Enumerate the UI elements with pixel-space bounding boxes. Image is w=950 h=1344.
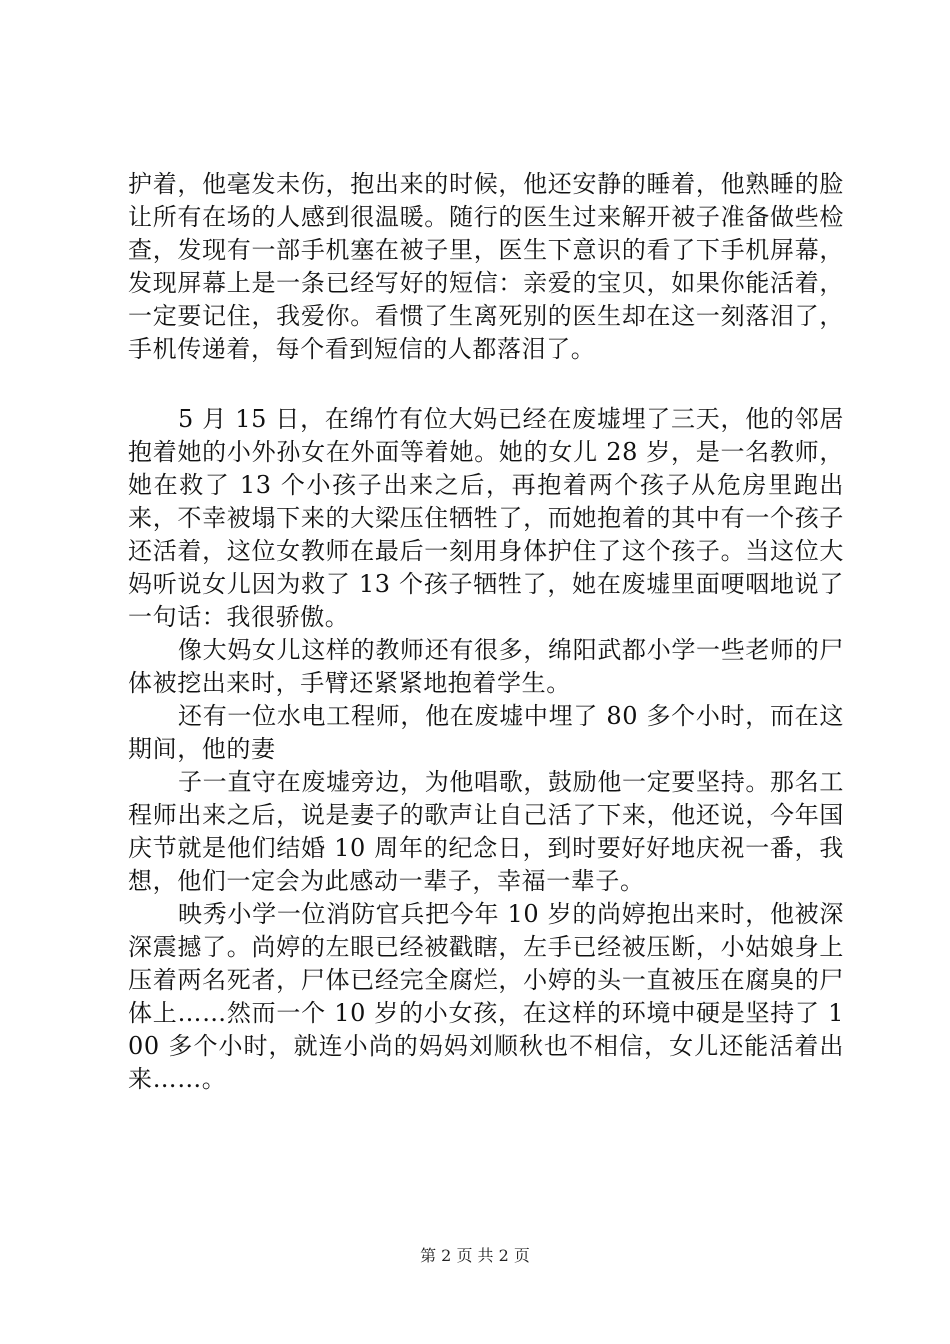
paragraph-5: 子一直守在废墟旁边，为他唱歌，鼓励他一定要坚持。那名工程师出来之后，说是妻子的歌声让自己活了下来，他还说，今年国庆节就是他们结婚 10 周年的纪念日，到时要好好地庆祝一番，我想，他们一定会为此感动一辈子，幸福一辈子。 — [128, 768, 844, 895]
paragraph-6: 映秀小学一位消防官兵把今年 10 岁的尚婷抱出来时，他被深深震撼了。尚婷的左眼已经被戳瞎，左手已经被压断，小姑娘身上压着两名死者，尸体已经完全腐烂，小婷的头一直被压在腐臭的尸体上……然而一个 10 岁的小女孩，在这样的环境中硬是坚持了 100 多个小时，就连小尚的妈妈刘顺秋也不相信，女儿还能活着出来……。 — [128, 900, 844, 1093]
page-number-footer: 第 2 页 共 2 页 — [420, 1246, 530, 1265]
paragraph-4: 还有一位水电工程师，他在废墟中埋了 80 多个小时，而在这期间，他的妻 — [128, 702, 844, 763]
paragraph-3: 像大妈女儿这样的教师还有很多，绵阳武都小学一些老师的尸体被挖出来时，手臂还紧紧地抱着学生。 — [128, 636, 844, 697]
document-body — [128, 168, 844, 1096]
paragraph-2: 5 月 15 日，在绵竹有位大妈已经在废墟埋了三天，他的邻居抱着她的小外孙女在外面等着她。她的女儿 28 岁，是一名教师，她在救了 13 个小孩子出来之后，再抱着两个孩子从危房里跑出来，不幸被塌下来的大梁压住牺牲了，而她抱着的其中有一个孩子还活着，这位女教师在最后一刻用身体护住了这个孩子。当这位大妈听说女儿因为救了 13 个孩子牺牲了，她在废墟里面哽咽地说了一句话：我很骄傲。 — [128, 405, 844, 631]
paragraph-1: 护着，他毫发未伤，抱出来的时候，他还安静的睡着，他熟睡的脸让所有在场的人感到很温暖。随行的医生过来解开被子准备做些检查，发现有一部手机塞在被子里，医生下意识的看了下手机屏幕，发现屏幕上是一条已经写好的短信：亲爱的宝贝，如果你能活着，一定要记住，我爱你。看惯了生离死别的医生却在这一刻落泪了，手机传递着，每个看到短信的人都落泪了。 — [128, 170, 844, 363]
